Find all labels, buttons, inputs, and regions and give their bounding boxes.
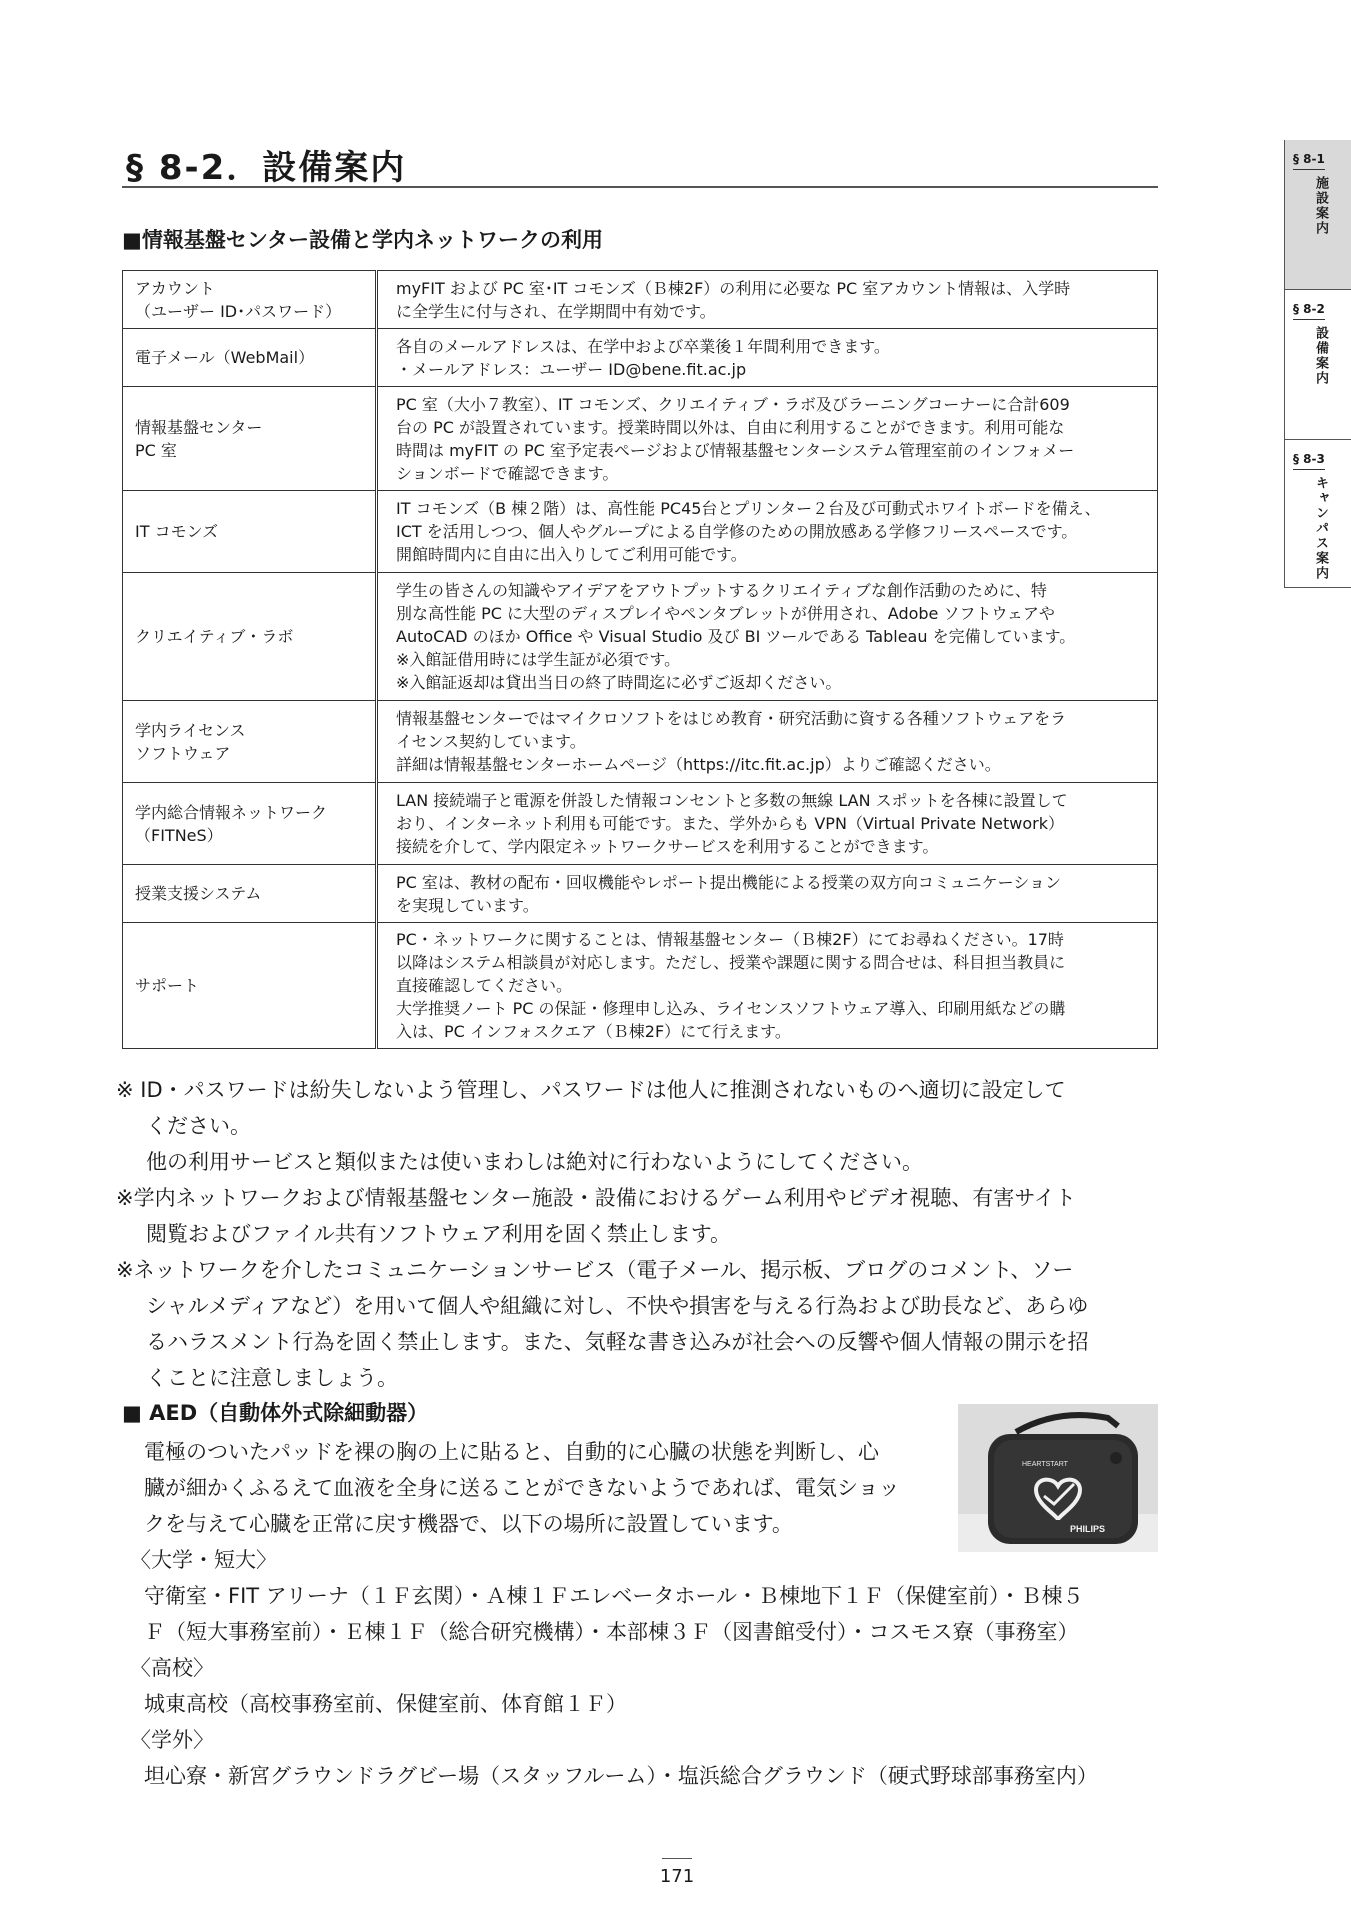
row-content — [377, 701, 1158, 783]
location-group-body — [144, 1578, 1160, 1650]
table-row — [123, 329, 1158, 387]
title-divider — [122, 186, 1158, 188]
side-tab-8-3[interactable] — [1285, 440, 1351, 588]
row-label — [123, 329, 377, 387]
row-label-text: サポート — [135, 976, 200, 995]
side-tab-8-1[interactable] — [1285, 140, 1351, 290]
location-line: 坦心寮・新宮グラウンドラグビー場（スタッフルーム）・塩浜総合グラウンド（硬式野球部事務室内） — [144, 1764, 1098, 1788]
table-row — [123, 701, 1158, 783]
location-group-title: 〈高校〉 — [130, 1656, 214, 1680]
row-content — [377, 271, 1158, 329]
note-line: くことに注意しましょう。 — [146, 1366, 398, 1390]
aed-device-photo — [958, 1404, 1158, 1552]
row-content-text: PC 室（大小７教室）、IT コモンズ、クリエイティブ・ラボ及びラーニングコーナーに合計609 台の PC が設置されています。授業時間以外は、自由に利用することができます。利用可能な 時間は myFIT の PC 室予定表ページおよび情報基盤センターシステム管理室前のインフォメー ションボードで確認できます。 — [396, 394, 1075, 483]
aed-description-line: 臓が細かくふるえて血液を全身に送ることができないようであれば、電気ショッ — [144, 1476, 900, 1500]
aed-locations — [130, 1542, 1160, 1794]
row-content — [377, 491, 1158, 573]
facility-info-table — [122, 270, 1158, 1049]
location-group-title: 〈大学・短大〉 — [130, 1548, 277, 1572]
table-row — [123, 783, 1158, 865]
side-tab-nav — [1284, 140, 1351, 588]
row-label-text: 学内ライセンス ソフトウェア — [135, 720, 246, 763]
note-item — [116, 1072, 1166, 1180]
location-group-title: 〈学外〉 — [130, 1728, 214, 1752]
page-title: § 8-2．設備案内 — [126, 148, 407, 188]
row-label — [123, 865, 377, 923]
row-label-text: アカウント （ユーザー ID･パスワード） — [135, 278, 342, 321]
side-tab-number: § 8-3 — [1293, 452, 1325, 470]
row-content-text: myFIT および PC 室･IT コモンズ（Ｂ棟2F）の利用に必要な PC 室アカウント情報は、入学時 に全学生に付与され、在学期間中有効です。 — [396, 278, 1071, 321]
location-line: 城東高校（高校事務室前、保健室前、体育館１Ｆ） — [144, 1692, 627, 1716]
row-content-text: 学生の皆さんの知識やアイデアをアウトプットするクリエイティブな創作活動のために、特 別な高性能 PC に大型のディスプレイやペンタブレットが併用され、Adobe ソフトウェアや AutoCAD のほか Office や Visual Studio 及び BI ツールである Tableau を完備しています。 ※入館証借用時には学生証が必須です。 ※入館証返却は貸出当日の終了時間迄に必ずご返却ください。 — [396, 581, 1076, 692]
footer-divider — [662, 1858, 692, 1859]
location-group-body — [144, 1686, 1160, 1722]
aed-brand-text: HEARTSTART — [1022, 1461, 1068, 1468]
side-tab-label: 設備案内 — [1313, 326, 1328, 386]
row-label-text: 電子メール（WebMail） — [135, 348, 315, 367]
aed-description-line: 電極のついたパッドを裸の胸の上に貼ると、自動的に心臓の状態を判断し、心 — [144, 1440, 879, 1464]
table-row — [123, 491, 1158, 573]
note-item — [116, 1252, 1166, 1396]
table-row — [123, 271, 1158, 329]
row-content-text: PC・ネットワークに関することは、情報基盤センター（Ｂ棟2F）にてお尋ねください。17時 以降はシステム相談員が対応します。ただし、授業や課題に関する問合せは、科目担当教員に 直接確認してください。 大学推奨ノート PC の保証・修理申し込み、ライセンスソフトウェア導入、印刷用紙などの購 入は、PC インフォスクエア（Ｂ棟2F）にて行えます。 — [396, 930, 1066, 1041]
row-label-text: IT コモンズ — [135, 522, 219, 541]
aed-description — [144, 1434, 950, 1542]
aed-maker-text: PHILIPS — [1070, 1524, 1106, 1534]
row-label-text: クリエイティブ・ラボ — [135, 627, 294, 646]
row-label-text: 情報基盤センター PC 室 — [135, 417, 263, 460]
row-content — [377, 573, 1158, 701]
aed-heading: ■ AED（自動体外式除細動器） — [122, 1401, 429, 1425]
row-content-text: LAN 接続端子と電源を併設した情報コンセントと多数の無線 LAN スポットを各棟に設置して おり、インターネット利用も可能です。また、学外からも VPN（Virtual Private Network） 接続を介して、学内限定ネットワークサービスを利用することができます。 — [396, 791, 1068, 856]
row-label — [123, 783, 377, 865]
table-row — [123, 923, 1158, 1049]
note-line: ※学内ネットワークおよび情報基盤センター施設・設備におけるゲーム利用やビデオ視聴、有害サイト — [116, 1186, 1076, 1210]
table-row — [123, 865, 1158, 923]
aed-description-line: クを与えて心臓を正常に戻す機器で、以下の場所に設置しています。 — [144, 1512, 793, 1536]
table-row — [123, 387, 1158, 491]
note-line: ※ネットワークを介したコミュニケーションサービス（電子メール、掲示板、ブログのコメント、ソー — [116, 1258, 1074, 1282]
row-content — [377, 865, 1158, 923]
note-line: ください。 — [146, 1114, 251, 1138]
row-content — [377, 329, 1158, 387]
section-heading: ■情報基盤センター設備と学内ネットワークの利用 — [122, 228, 603, 252]
row-label-text: 授業支援システム — [135, 884, 262, 903]
side-tab-8-2[interactable] — [1285, 290, 1351, 440]
location-line: 守衛室・FIT アリーナ（１Ｆ玄関）・Ａ棟１Ｆエレベータホール・Ｂ棟地下１Ｆ（保健室前）・Ｂ棟５ — [144, 1584, 1084, 1608]
table-row — [123, 573, 1158, 701]
note-item — [116, 1180, 1166, 1252]
row-label — [123, 271, 377, 329]
aed-device-illustration — [958, 1404, 1158, 1552]
page-number: 171 — [659, 1866, 695, 1887]
row-label — [123, 923, 377, 1049]
row-label — [123, 387, 377, 491]
side-tab-label: 施設案内 — [1313, 176, 1328, 236]
row-content-text: PC 室は、教材の配布・回収機能やレポート提出機能による授業の双方向コミュニケーション を実現しています。 — [396, 872, 1061, 915]
row-label-text: 学内総合情報ネットワーク （FITNeS） — [135, 802, 328, 845]
row-label — [123, 701, 377, 783]
row-content — [377, 387, 1158, 491]
usage-notes — [116, 1072, 1166, 1396]
row-content — [377, 923, 1158, 1049]
side-tab-number: § 8-2 — [1293, 302, 1325, 320]
note-line: 閲覧およびファイル共有ソフトウェア利用を固く禁止します。 — [146, 1222, 732, 1246]
location-group-body — [144, 1758, 1160, 1794]
note-line: シャルメディアなど）を用いて個人や組織に対し、不快や損害を与える行為および助長など、あらゆ — [146, 1294, 1089, 1318]
row-content-text: IT コモンズ（B 棟２階）は、高性能 PC45台とプリンター２台及び可動式ホワイトボードを備え、 ICT を活用しつつ、個人やグループによる自学修のための開放感ある学修フリースペースです。 開館時間内に自由に出入りしてご利用可能です。 — [396, 499, 1101, 564]
location-line: Ｆ（短大事務室前）・Ｅ棟１Ｆ（総合研究機構）・本部棟３Ｆ（図書館受付）・コスモス寮（事務室） — [144, 1620, 1079, 1644]
row-content — [377, 783, 1158, 865]
note-line: ※ ID・パスワードは紛失しないよう管理し、パスワードは他人に推測されないものへ適切に設定して — [116, 1078, 1066, 1102]
row-label — [123, 573, 377, 701]
side-tab-label: キャンパス案内 — [1313, 476, 1328, 581]
row-label — [123, 491, 377, 573]
row-content-text: 情報基盤センターではマイクロソフトをはじめ教育・研究活動に資する各種ソフトウェアをラ イセンス契約しています。 詳細は情報基盤センターホームページ（https://itc.fit.ac.jp）よりご確認ください。 — [396, 709, 1067, 774]
note-line: 他の利用サービスと類似または使いまわしは絶対に行わないようにしてください。 — [146, 1150, 923, 1174]
note-line: るハラスメント行為を固く禁止します。また、気軽な書き込みが社会への反響や個人情報の開示を招 — [146, 1330, 1089, 1354]
side-tab-number: § 8-1 — [1293, 152, 1325, 170]
row-content-text: 各自のメールアドレスは、在学中および卒業後１年間利用できます。 ・メールアドレス：ユーザー ID@bene.fit.ac.jp — [396, 336, 890, 379]
